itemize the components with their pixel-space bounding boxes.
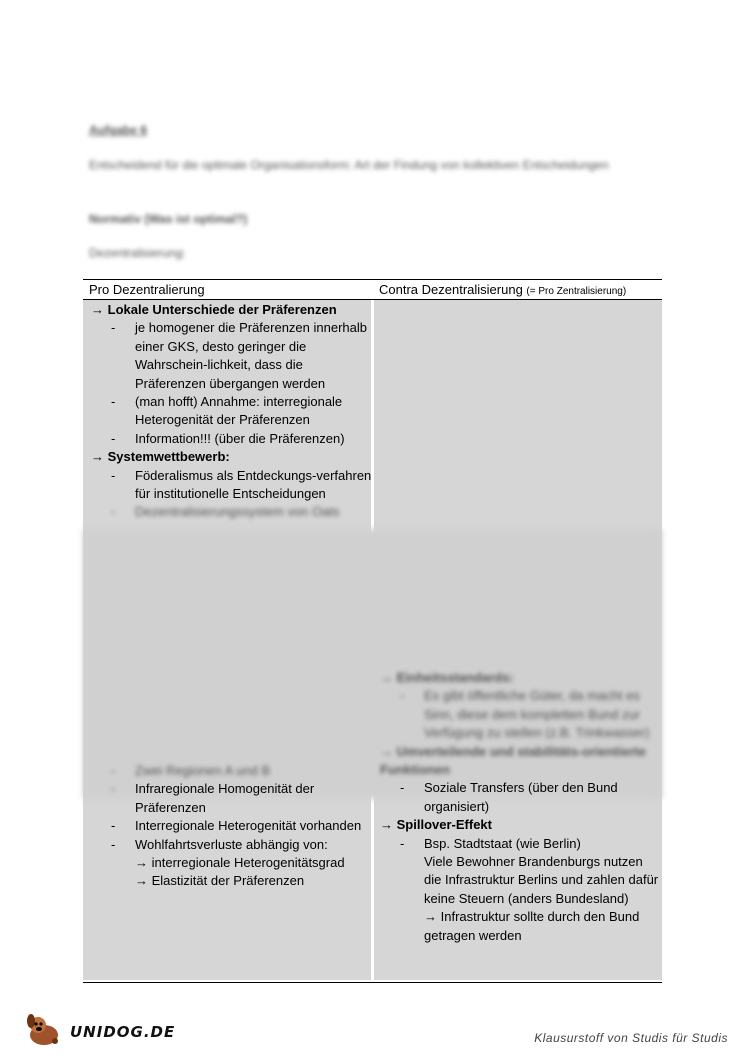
list-item: - Bsp. Stadtstaat (wie Berlin) xyxy=(400,835,581,851)
unidog-logo xyxy=(22,1013,176,1047)
contra-heading-3: → Spillover-Effekt xyxy=(380,817,492,833)
table-top-rule xyxy=(83,279,662,280)
sub-item: → Elastizität der Präferenzen xyxy=(135,873,305,889)
table-bottom-rule xyxy=(83,982,662,983)
list-item: - Dezentralisierungssystem von Oats xyxy=(111,504,340,520)
arrow-icon: → xyxy=(135,855,152,871)
pro-heading-1: → Lokale Unterschiede der Präferenzen xyxy=(91,302,337,317)
contra-heading-1: → Einheitsstandards: xyxy=(380,670,514,685)
list-item: - Zwei Regionen A und B xyxy=(111,763,271,778)
spillover-text: Viele Bewohner Brandenburgs nutzen die Infrastruktur Berlins und zahlen dafür keine Steuern (anders Bundesland) xyxy=(424,854,659,906)
list-item: - Soziale Transfers (über den Bund organisiert) xyxy=(400,780,618,814)
task-title: Aufgabe 6 xyxy=(89,123,148,137)
arrow-icon: → xyxy=(135,873,152,889)
list-item: - Wohlfahrtsverluste abhängig von: xyxy=(111,836,328,852)
dog-icon xyxy=(22,1013,66,1047)
sub-item: → Infrastruktur sollte durch den Bund getragen werden xyxy=(424,909,640,943)
comparison-table xyxy=(83,279,662,983)
list-item: - Infraregionale Homogenität der Präferenzen xyxy=(111,781,315,815)
list-item: - je homogener die Präferenzen innerhalb einer GKS, desto geringer die Wahrschein-lichkeit, dass die Präferenzen übergangen werden xyxy=(111,320,367,391)
list-item: - Föderalismus als Entdeckungs-verfahren für institutionelle Entscheidungen xyxy=(111,467,372,502)
list-item: - Es gibt öffentliche Güter, da macht es Sinn, diese dem kompletten Bund zur Verfügung zu stellen (z.B. Trinkwasser) xyxy=(400,688,650,741)
pro-heading-2: → Systemwettbewerb: xyxy=(91,449,230,465)
list-item: - Interregionale Heterogenität vorhanden xyxy=(111,818,362,834)
intro-text: Entscheidend für die optimale Organisationsform: Art der Findung von kollektiven Entscheidungen xyxy=(89,158,609,172)
col-contra-header: Contra Dezentralisierung (= Pro Zentralisierung) xyxy=(379,282,627,297)
pro-cell xyxy=(91,301,373,522)
footer-tagline: Klausurstoff von Studis für Studis xyxy=(534,1031,728,1045)
arrow-icon: → xyxy=(424,909,441,925)
sub-item: → interregionale Heterogenitätsgrad xyxy=(135,855,345,871)
contra-cell xyxy=(380,669,660,945)
contra-heading-2: → Umverteilende und stabilitäts-orientierte Funktionen xyxy=(380,743,646,778)
logo-text: UNIDOG.DE xyxy=(70,1023,176,1041)
col-pro-header: Pro Dezentralierung xyxy=(89,282,205,297)
table-header xyxy=(83,281,662,299)
list-item: - Information!!! (über die Präferenzen) xyxy=(111,430,345,446)
list-item: - (man hofft) Annahme: interregionale Heterogenität der Präferenzen xyxy=(111,394,343,428)
normativ-heading: Normativ (Was ist optimal?) xyxy=(89,212,248,226)
dezentralisierung-label: Dezentralisierung: xyxy=(89,246,186,260)
pro-cell-lower xyxy=(91,762,373,891)
